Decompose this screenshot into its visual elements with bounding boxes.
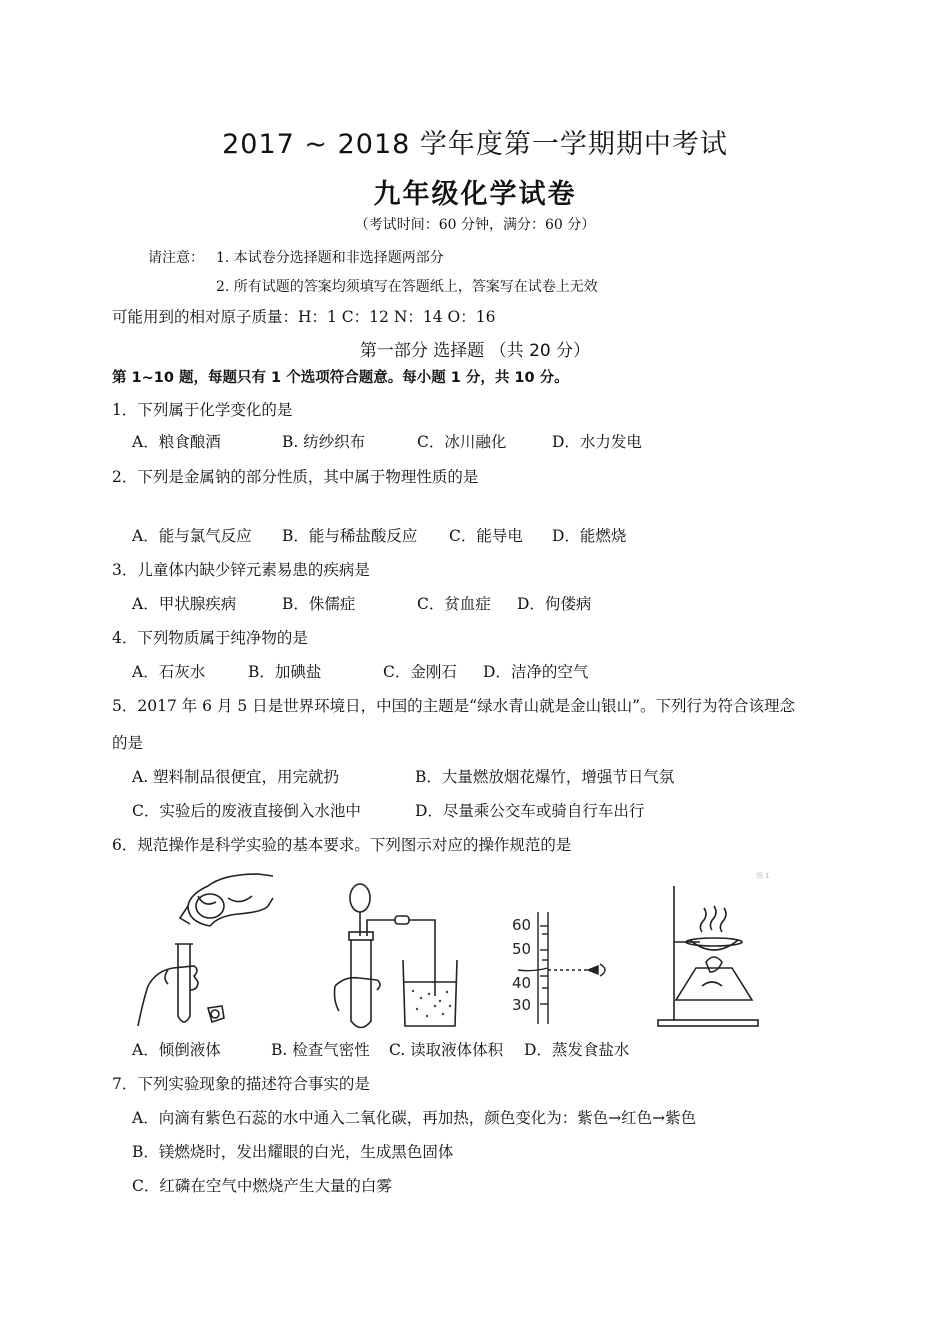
q4-option-d: D．洁净的空气 — [483, 663, 589, 681]
q4-option-b: B．加碘盐 — [248, 663, 322, 681]
q2-option-d: D．能燃烧 — [552, 527, 627, 545]
q2-option-a: A．能与氯气反应 — [132, 527, 252, 545]
q1-option-a: A．粮食酿酒 — [132, 433, 221, 451]
question-3: 3．儿童体内缺少锌元素易患的疾病是 — [112, 561, 370, 579]
question-5-cont: 的是 — [112, 734, 144, 752]
figure-d-evaporation — [652, 868, 772, 1030]
question-5: 5．2017 年 6 月 5 日是世界环境日，中国的主题是“绿水青山就是金山银山”。下列行为符合该理念 — [112, 697, 796, 715]
exam-title: 2017 ~ 2018 学年度第一学期期中考试 — [222, 129, 728, 160]
q1-option-b: B. 纺纱织布 — [282, 433, 366, 451]
q3-option-a: A．甲状腺疾病 — [132, 595, 237, 613]
q6-option-b: B. 检查气密性 — [271, 1041, 370, 1059]
notes-label: 请注意： — [148, 250, 204, 266]
q5-option-c: C．实验后的废液直接倒入水池中 — [132, 802, 361, 820]
paper-subtitle: 九年级化学试卷 — [373, 179, 577, 210]
question-4: 4．下列物质属于纯净物的是 — [112, 629, 308, 647]
q5-option-a: A. 塑料制品很便宜，用完就扔 — [132, 768, 340, 786]
question-1: 1．下列属于化学变化的是 — [112, 401, 293, 419]
q1-option-d: D．水力发电 — [552, 433, 642, 451]
q5-option-d: D．尽量乘公交车或骑自行车出行 — [415, 802, 645, 820]
question-7: 7．下列实验现象的描述符合事实的是 — [112, 1075, 370, 1093]
cylinder-tick-30: 30 — [512, 996, 532, 1014]
figure-a-pouring-liquid — [128, 866, 288, 1036]
q5-option-b: B．大量燃放烟花爆竹，增强节日气氛 — [415, 768, 675, 786]
exam-info: （考试时间：60 分钟，满分：60 分） — [354, 217, 596, 233]
note-2: 2. 所有试题的答案均须填写在答题纸上，答案写在试卷上无效 — [216, 279, 598, 295]
section-heading: 第一部分 选择题 （共 20 分） — [359, 341, 591, 361]
q7-option-a: A．向滴有紫色石蕊的水中通入二氧化碳，再加热，颜色变化为：紫色→红色→紫色 — [132, 1109, 697, 1127]
q7-option-c: C．红磷在空气中燃烧产生大量的白雾 — [132, 1177, 392, 1195]
q4-option-a: A．石灰水 — [132, 663, 206, 681]
note-1: 1. 本试卷分选择题和非选择题两部分 — [216, 250, 444, 266]
q2-option-b: B．能与稀盐酸反应 — [282, 527, 418, 545]
question-6: 6．规范操作是科学实验的基本要求。下列图示对应的操作规范的是 — [112, 836, 572, 854]
cylinder-tick-40: 40 — [512, 974, 532, 992]
q6-option-c: C. 读取液体体积 — [389, 1041, 504, 1059]
section-instruction: 第 1~10 题，每题只有 1 个选项符合题意。每小题 1 分，共 10 分。 — [112, 370, 569, 386]
q6-option-a: A．倾倒液体 — [132, 1041, 221, 1059]
q3-option-c: C．贫血症 — [417, 595, 491, 613]
q1-option-c: C．冰川融化 — [417, 433, 507, 451]
q3-option-b: B．侏儒症 — [282, 595, 356, 613]
q7-option-b: B．镁燃烧时，发出耀眼的白光，生成黑色固体 — [132, 1143, 454, 1161]
q2-option-c: C．能导电 — [449, 527, 523, 545]
figure-b-airtightness-check — [325, 876, 465, 1036]
question-2: 2．下列是金属钠的部分性质，其中属于物理性质的是 — [112, 468, 479, 486]
q6-option-d: D．蒸发食盐水 — [524, 1041, 630, 1059]
cylinder-tick-50: 50 — [512, 940, 532, 958]
figure-corner-mark: 图 1 — [756, 872, 770, 880]
cylinder-tick-60: 60 — [512, 916, 532, 934]
figure-c-reading-volume — [510, 908, 620, 1028]
q4-option-c: C．金刚石 — [383, 663, 457, 681]
atomic-mass: 可能用到的相对原子质量：H：1 C：12 N：14 O：16 — [112, 308, 496, 326]
q3-option-d: D．佝偻病 — [517, 595, 592, 613]
